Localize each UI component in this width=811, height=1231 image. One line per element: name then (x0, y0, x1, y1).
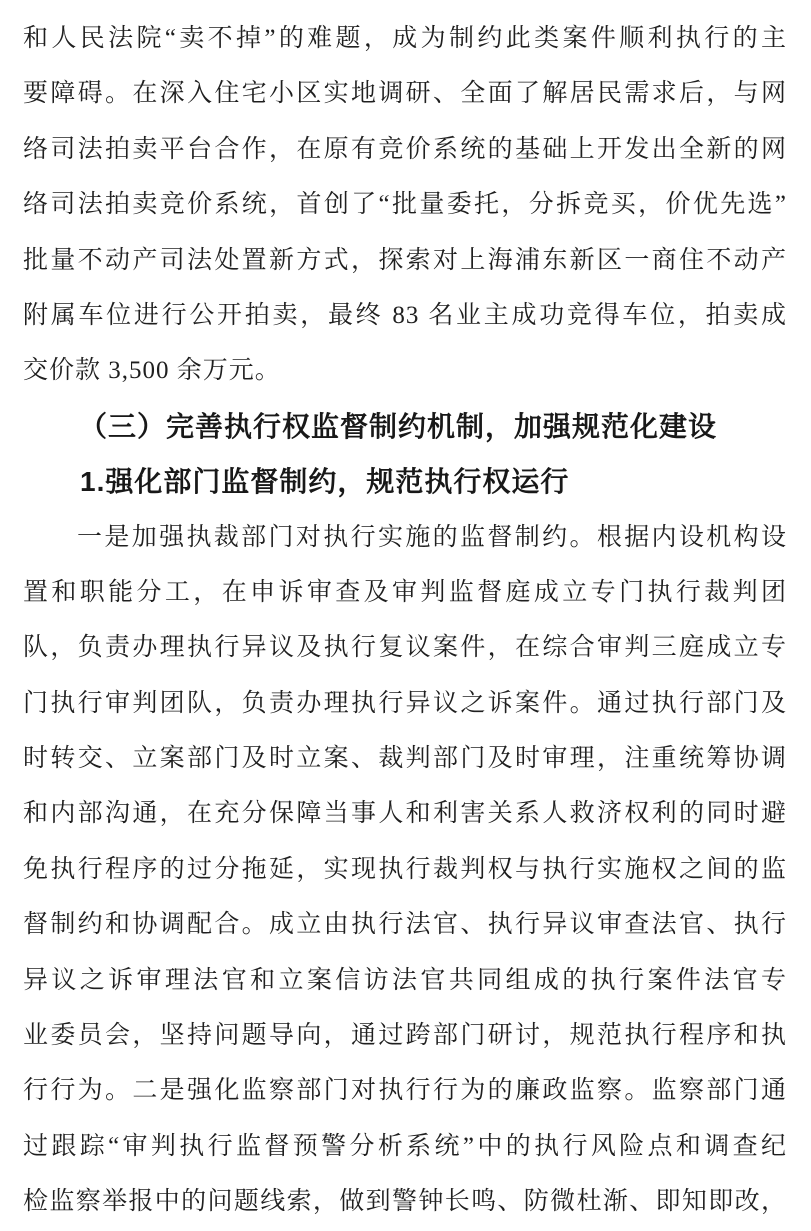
paragraph-line: 免执行程序的过分拖延，实现执行裁判权与执行实施权之间的监 (23, 855, 787, 883)
paragraph-line: 队，负责办理执行异议及执行复议案件，在综合审判三庭成立专 (23, 634, 787, 662)
paragraph-line: 和人民法院“卖不掉”的难题，成为制约此类案件顺利执行的主 (23, 25, 787, 52)
paragraph-line: 附属车位进行公开拍卖，最终 83 名业主成功竞得车位，拍卖成 (23, 301, 787, 329)
paragraph-line: 业委员会，坚持问题导向，通过跨部门研讨，规范执行程序和执 (23, 1022, 787, 1050)
paragraph-line: 异议之诉审理法官和立案信访法官共同组成的执行案件法官专 (23, 966, 787, 994)
paragraph-first-line: 一是加强执裁部门对执行实施的监督制约。根据内设机构设 (77, 523, 787, 551)
paragraph-line: 时转交、立案部门及时立案、裁判部门及时审理，注重统筹协调 (23, 745, 787, 773)
paragraph-line: 要障碍。在深入住宅小区实地调研、全面了解居民需求后，与网 (23, 80, 787, 108)
paragraph-line: 和内部沟通，在充分保障当事人和利害关系人救济权利的同时避 (23, 800, 787, 828)
paragraph-line: 络司法拍卖平台合作，在原有竞价系统的基础上开发出全新的网 (23, 135, 787, 163)
paragraph-line: 批量不动产司法处置新方式，探索对上海浦东新区一商住不动产 (23, 246, 787, 274)
paragraph-line: 置和职能分工，在申诉审查及审判监督庭成立专门执行裁判团 (23, 578, 787, 606)
paragraph-line: 检监察举报中的问题线索，做到警钟长鸣、防微杜渐、即知即改， (23, 1188, 787, 1216)
paragraph-line: 过跟踪“审判执行监督预警分析系统”中的执行风险点和调查纪 (23, 1132, 787, 1160)
paragraph-line: 督制约和协调配合。成立由执行法官、执行异议审查法官、执行 (23, 911, 787, 939)
paragraph-line: 络司法拍卖竞价系统，首创了“批量委托，分拆竞买，价优先选” (23, 191, 787, 219)
section-heading: （三）完善执行权监督制约机制，加强规范化建设 (79, 410, 718, 442)
subsection-heading: 1.强化部门监督制约，规范执行权运行 (80, 466, 570, 498)
paragraph-last-line: 交价款 3,500 余万元。 (23, 357, 281, 385)
paragraph-line: 门执行审判团队，负责办理执行异议之诉案件。通过执行部门及 (23, 689, 787, 717)
paragraph-line: 行行为。二是强化监察部门对执行行为的廉政监察。监察部门通 (23, 1077, 787, 1105)
